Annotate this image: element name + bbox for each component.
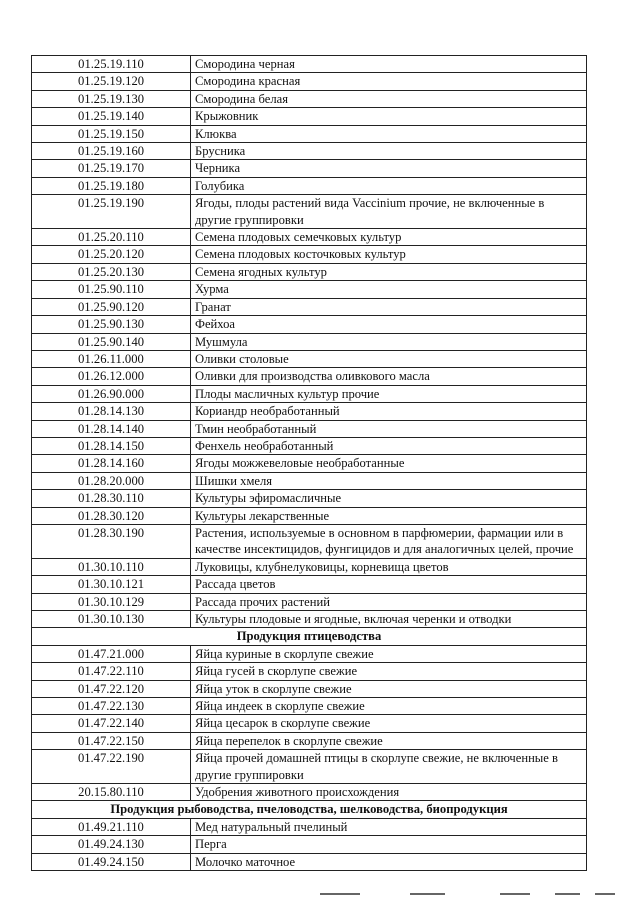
table-row — [32, 524, 587, 558]
table-row — [32, 281, 587, 298]
table-row — [32, 385, 587, 402]
table-row — [32, 593, 587, 610]
product-name-cell: Ягоды, плоды растений вида Vaccinium прочие, не включенные в другие группировки — [191, 195, 587, 229]
product-name-cell: Крыжовник — [191, 108, 587, 125]
product-name-cell: Яйца перепелок в скорлупе свежие — [191, 732, 587, 749]
okpd-code-cell: 01.49.24.130 — [32, 836, 191, 853]
okpd-code-cell: 01.25.19.120 — [32, 73, 191, 90]
table-row — [32, 246, 587, 263]
product-name-cell: Смородина белая — [191, 90, 587, 107]
product-name-cell: Молочко маточное — [191, 853, 587, 870]
okpd-code-cell: 01.28.14.130 — [32, 403, 191, 420]
table-row — [32, 611, 587, 628]
product-name-cell: Мушмула — [191, 333, 587, 350]
product-name-cell: Культуры лекарственные — [191, 507, 587, 524]
product-name-cell: Семена плодовых косточковых культур — [191, 246, 587, 263]
product-name-cell: Яйца куриные в скорлупе свежие — [191, 645, 587, 662]
product-name-cell: Хурма — [191, 281, 587, 298]
table-row — [32, 576, 587, 593]
table-row — [32, 680, 587, 697]
table-row — [32, 437, 587, 454]
okpd-code-cell: 01.28.30.120 — [32, 507, 191, 524]
table-row — [32, 836, 587, 853]
okpd-code-cell: 01.30.10.129 — [32, 593, 191, 610]
product-name-cell: Семена плодовых семечковых культур — [191, 229, 587, 246]
product-name-cell: Культуры эфиромасличные — [191, 490, 587, 507]
table-row — [32, 298, 587, 315]
table-row — [32, 558, 587, 575]
okpd-code-cell: 01.30.10.130 — [32, 611, 191, 628]
product-name-cell: Семена ягодных культур — [191, 263, 587, 280]
footer-scan-marks — [300, 893, 630, 899]
okpd-code-cell: 01.25.20.130 — [32, 263, 191, 280]
product-name-cell: Тмин необработанный — [191, 420, 587, 437]
okpd-code-cell: 01.26.11.000 — [32, 350, 191, 367]
product-name-cell: Растения, используемые в основном в парфюмерии, фармации или в качестве инсектицидов, фунгицидов и для аналогичных целей, прочие — [191, 524, 587, 558]
table-row — [32, 784, 587, 801]
table-row — [32, 125, 587, 142]
table-row — [32, 263, 587, 280]
table-row — [32, 750, 587, 784]
table-row — [32, 333, 587, 350]
product-name-cell: Кориандр необработанный — [191, 403, 587, 420]
product-name-cell: Рассада цветов — [191, 576, 587, 593]
table-row — [32, 73, 587, 90]
okpd-code-cell: 01.47.22.190 — [32, 750, 191, 784]
table-row — [32, 420, 587, 437]
product-name-cell: Плоды масличных культур прочие — [191, 385, 587, 402]
product-name-cell: Шишки хмеля — [191, 472, 587, 489]
product-name-cell: Смородина красная — [191, 73, 587, 90]
product-name-cell: Смородина черная — [191, 56, 587, 73]
table-row — [32, 229, 587, 246]
okpd-code-cell: 01.28.30.110 — [32, 490, 191, 507]
okpd-code-cell: 20.15.80.110 — [32, 784, 191, 801]
product-name-cell: Клюква — [191, 125, 587, 142]
product-name-cell: Перга — [191, 836, 587, 853]
product-name-cell: Ягоды можжевеловые необработанные — [191, 455, 587, 472]
product-name-cell: Оливки столовые — [191, 350, 587, 367]
okpd-code-cell: 01.25.19.130 — [32, 90, 191, 107]
section-header-row — [32, 801, 587, 818]
okpd-code-cell: 01.25.19.180 — [32, 177, 191, 194]
product-name-cell: Гранат — [191, 298, 587, 315]
product-name-cell: Фенхель необработанный — [191, 437, 587, 454]
table-row — [32, 350, 587, 367]
table-row — [32, 698, 587, 715]
table-row — [32, 818, 587, 835]
table-row — [32, 56, 587, 73]
table-row — [32, 160, 587, 177]
product-name-cell: Брусника — [191, 143, 587, 160]
table-row — [32, 663, 587, 680]
table-row — [32, 455, 587, 472]
okpd-code-cell: 01.25.19.110 — [32, 56, 191, 73]
okpd-code-cell: 01.25.90.130 — [32, 316, 191, 333]
product-name-cell: Удобрения животного происхождения — [191, 784, 587, 801]
okpd-code-cell: 01.28.14.140 — [32, 420, 191, 437]
okpd-code-cell: 01.25.19.160 — [32, 143, 191, 160]
okpd-code-cell: 01.47.22.120 — [32, 680, 191, 697]
okpd-code-cell: 01.49.21.110 — [32, 818, 191, 835]
okpd-code-cell: 01.47.22.140 — [32, 715, 191, 732]
table-row — [32, 490, 587, 507]
table-row — [32, 90, 587, 107]
product-name-cell: Яйца прочей домашней птицы в скорлупе свежие, не включенные в другие группировки — [191, 750, 587, 784]
okpd-code-cell: 01.25.20.110 — [32, 229, 191, 246]
okpd-code-cell: 01.25.90.140 — [32, 333, 191, 350]
product-name-cell: Рассада прочих растений — [191, 593, 587, 610]
table-row — [32, 177, 587, 194]
okpd-code-cell: 01.28.14.150 — [32, 437, 191, 454]
okpd-code-cell: 01.26.90.000 — [32, 385, 191, 402]
okpd-code-cell: 01.25.19.150 — [32, 125, 191, 142]
section-title: Продукция рыбоводства, пчеловодства, шелководства, биопродукция — [32, 801, 587, 818]
product-name-cell: Голубика — [191, 177, 587, 194]
table-row — [32, 316, 587, 333]
table-row — [32, 645, 587, 662]
product-name-cell: Черника — [191, 160, 587, 177]
section-header-row — [32, 628, 587, 645]
okpd-code-cell: 01.47.22.110 — [32, 663, 191, 680]
okpd-code-cell: 01.30.10.121 — [32, 576, 191, 593]
product-name-cell: Яйца уток в скорлупе свежие — [191, 680, 587, 697]
product-name-cell: Оливки для производства оливкового масла — [191, 368, 587, 385]
okpd-code-cell: 01.25.20.120 — [32, 246, 191, 263]
okpd-code-cell: 01.28.14.160 — [32, 455, 191, 472]
product-name-cell: Культуры плодовые и ягодные, включая черенки и отводки — [191, 611, 587, 628]
product-name-cell: Яйца цесарок в скорлупе свежие — [191, 715, 587, 732]
okpd-code-cell: 01.25.90.110 — [32, 281, 191, 298]
okpd-code-cell: 01.26.12.000 — [32, 368, 191, 385]
okpd-code-cell: 01.30.10.110 — [32, 558, 191, 575]
table-row — [32, 368, 587, 385]
table-row — [32, 472, 587, 489]
okpd-code-cell: 01.47.22.150 — [32, 732, 191, 749]
product-name-cell: Яйца гусей в скорлупе свежие — [191, 663, 587, 680]
okpd-code-cell: 01.47.21.000 — [32, 645, 191, 662]
table-row — [32, 853, 587, 870]
product-name-cell: Мед натуральный пчелиный — [191, 818, 587, 835]
table-row — [32, 143, 587, 160]
product-name-cell: Яйца индеек в скорлупе свежие — [191, 698, 587, 715]
table-row — [32, 507, 587, 524]
table-row — [32, 403, 587, 420]
okpd-code-cell: 01.25.90.120 — [32, 298, 191, 315]
table-row — [32, 732, 587, 749]
section-title: Продукция птицеводства — [32, 628, 587, 645]
okpd-code-cell: 01.25.19.140 — [32, 108, 191, 125]
okpd-code-cell: 01.47.22.130 — [32, 698, 191, 715]
okpd-code-cell: 01.25.19.170 — [32, 160, 191, 177]
okpd-code-cell: 01.49.24.150 — [32, 853, 191, 870]
table-row — [32, 195, 587, 229]
okpd-code-cell: 01.28.30.190 — [32, 524, 191, 558]
product-name-cell: Фейхоа — [191, 316, 587, 333]
product-name-cell: Луковицы, клубнелуковицы, корневища цветов — [191, 558, 587, 575]
table-row — [32, 715, 587, 732]
table-row — [32, 108, 587, 125]
classifier-table-body — [32, 56, 587, 871]
okpd-code-cell: 01.25.19.190 — [32, 195, 191, 229]
okpd-code-cell: 01.28.20.000 — [32, 472, 191, 489]
classifier-table — [31, 55, 587, 871]
